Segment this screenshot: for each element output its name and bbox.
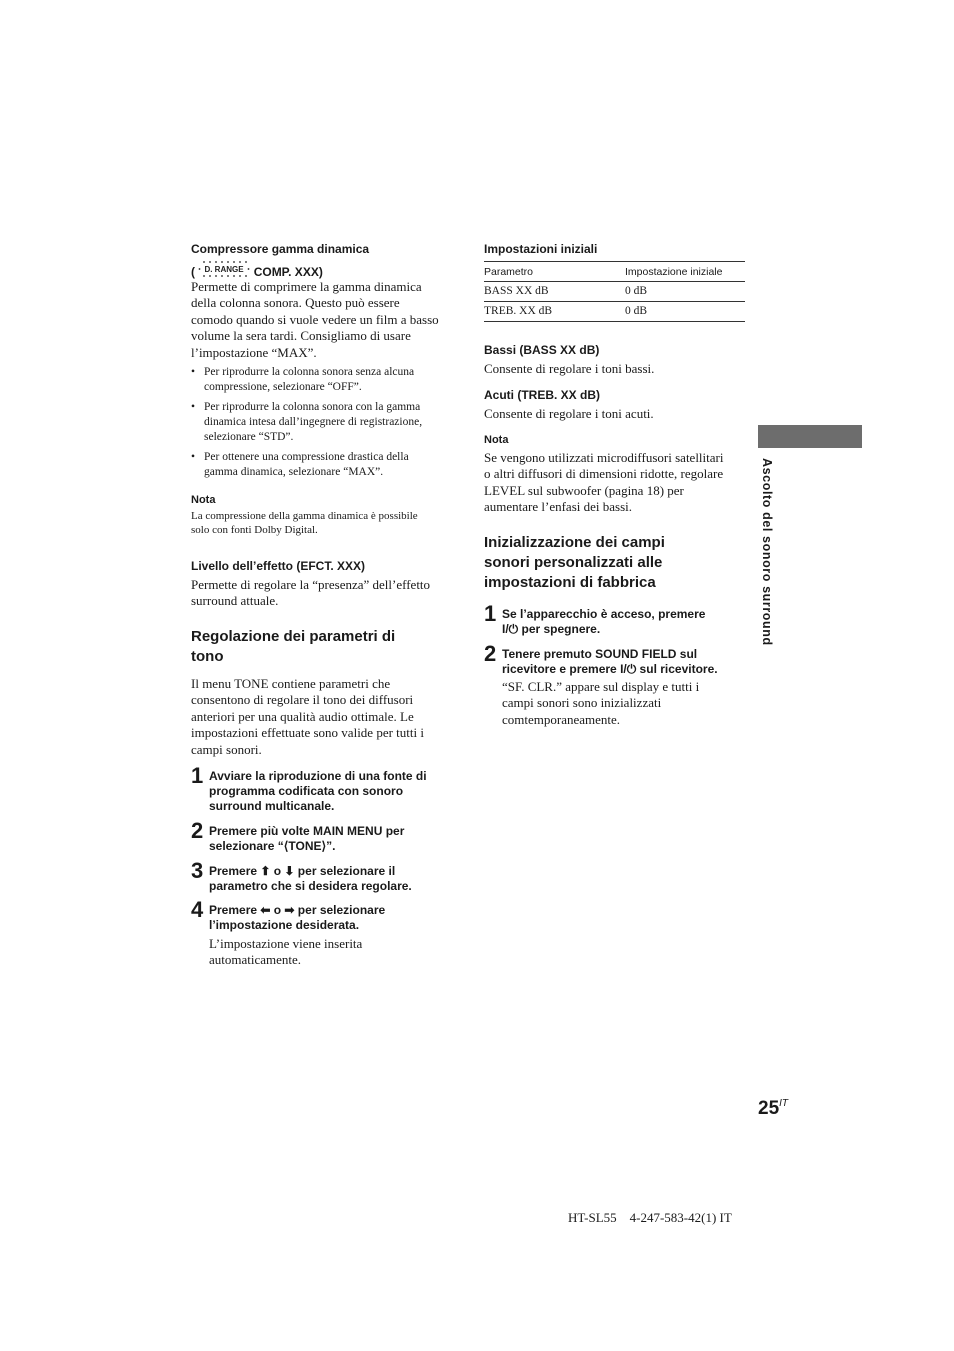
step-number: 4 (191, 897, 204, 922)
footer-model-code: HT-SL55 4-247-583-42(1) IT (568, 1210, 732, 1225)
init-heading: Inizializzazione dei campi sonori personalizzati alle impostazioni di fabbrica (484, 534, 665, 591)
nota-label-right: Nota (484, 434, 509, 446)
page-number: $25^{IT}$ (758, 1098, 789, 1119)
comp-title-text: COMP. XXX) (253, 265, 323, 279)
comp-description: Permette di comprimere la gamma dinamica della colonna sonora. Questo può essere comodo quando si vuole vedere un film a basso volume la sera tardi. Consigliamo di usare l’impostazione “MAX”. (191, 279, 439, 360)
step-number: 3 (191, 858, 204, 883)
efct-description: Permette di regolare la “presenza” dell’effetto surround attuale. (191, 577, 431, 609)
comp-title-line1: Compressore gamma dinamica (191, 242, 370, 256)
efct-title: Livello dell’effetto (EFCT. XXX) (191, 559, 366, 573)
comp-options-list (191, 365, 456, 485)
section-tab-marker (758, 425, 862, 448)
nota-text-left: La compressione della gamma dinamica è possibile solo con fonti Dolby Digital. (191, 510, 418, 536)
acuti-description: Consente di regolare i toni acuti. (484, 406, 654, 421)
comp-title-open: ( (191, 265, 195, 279)
list-item: • Per riprodurre la colonna sonora con la gamma dinamica intesa dall’ingegnere di registrazione, selezionare “STD”. (191, 400, 456, 445)
table-cell: 0 dB (625, 302, 745, 322)
step-number: 1 (191, 763, 204, 788)
table-row (484, 302, 745, 322)
list-item: • Per riprodurre la colonna sonora senza alcuna compressione, selezionare “OFF”. (191, 365, 456, 395)
page-number-suffix: IT (779, 1098, 789, 1109)
table-cell: 0 dB (625, 282, 745, 302)
list-item: • Per ottenere una compressione drastica della gamma dinamica, selezionare “MAX”. (191, 450, 456, 480)
initial-settings-table (484, 261, 745, 322)
init-step-1: 1 Se l’apparecchio è acceso, premere I/⏻ per spegnere. (484, 601, 706, 636)
tone-heading: Regolazione dei parametri di tono (191, 628, 396, 665)
step-number: 2 (191, 818, 204, 843)
d-range-icon (198, 260, 250, 278)
table-cell: TREB. XX dB (484, 302, 625, 322)
nota-label-left: Nota (191, 494, 216, 506)
tone-step-3: 3 Premere ⬆ o ⬇ per selezionare il parametro che si desidera regolare. (191, 858, 412, 893)
init-step-2: 2 Tenere premuto SOUND FIELD sul ricevitore e premere I/⏻ sul ricevitore. “SF. CLR.” appare sul display e tutti i campi sonori sono inizializzati comtemporaneamente. (484, 641, 718, 727)
step-number: 2 (484, 641, 497, 666)
svg-text:D. RANGE: D. RANGE (204, 265, 244, 275)
acuti-title: Acuti (TREB. XX dB) (484, 388, 600, 402)
table-header-row (484, 262, 745, 282)
nota-text-right: Se vengono utilizzati microdiffusori satellitari o altri diffusori di dimensioni ridotte, regolare LEVEL sul subwoofer (pagina 18) per aumentare l’enfasi dei bassi. (484, 450, 724, 515)
tone-description: Il menu TONE contiene parametri che consentono di regolare il tono dei diffusori anteriori per una qualità audio ottimale. Le impostazioni effettuate sono valide per tutti i campi sonori. (191, 676, 424, 757)
section-side-label: Ascolto del sonoro surround (760, 458, 774, 646)
comp-title-line2 (191, 260, 323, 280)
tone-step-4: 4 Premere ⬅ o ➡ per selezionare l’impostazione desiderata. L’impostazione viene inserita automaticamente. (191, 897, 386, 968)
table-row (484, 282, 745, 302)
tone-step-1: 1 Avviare la riproduzione di una fonte di programma codificata con sonoro surround multicanale. (191, 763, 427, 813)
bassi-description: Consente di regolare i toni bassi. (484, 361, 655, 376)
table-cell: BASS XX dB (484, 282, 625, 302)
initial-settings-title: Impostazioni iniziali (484, 242, 598, 256)
step-number: 1 (484, 601, 497, 626)
table-header: Impostazione iniziale (625, 262, 745, 282)
tone-step-2: 2 Premere più volte MAIN MENU per selezionare “⟨TONE⟩”. (191, 818, 405, 853)
table-header: Parametro (484, 262, 625, 282)
bassi-title: Bassi (BASS XX dB) (484, 343, 600, 357)
